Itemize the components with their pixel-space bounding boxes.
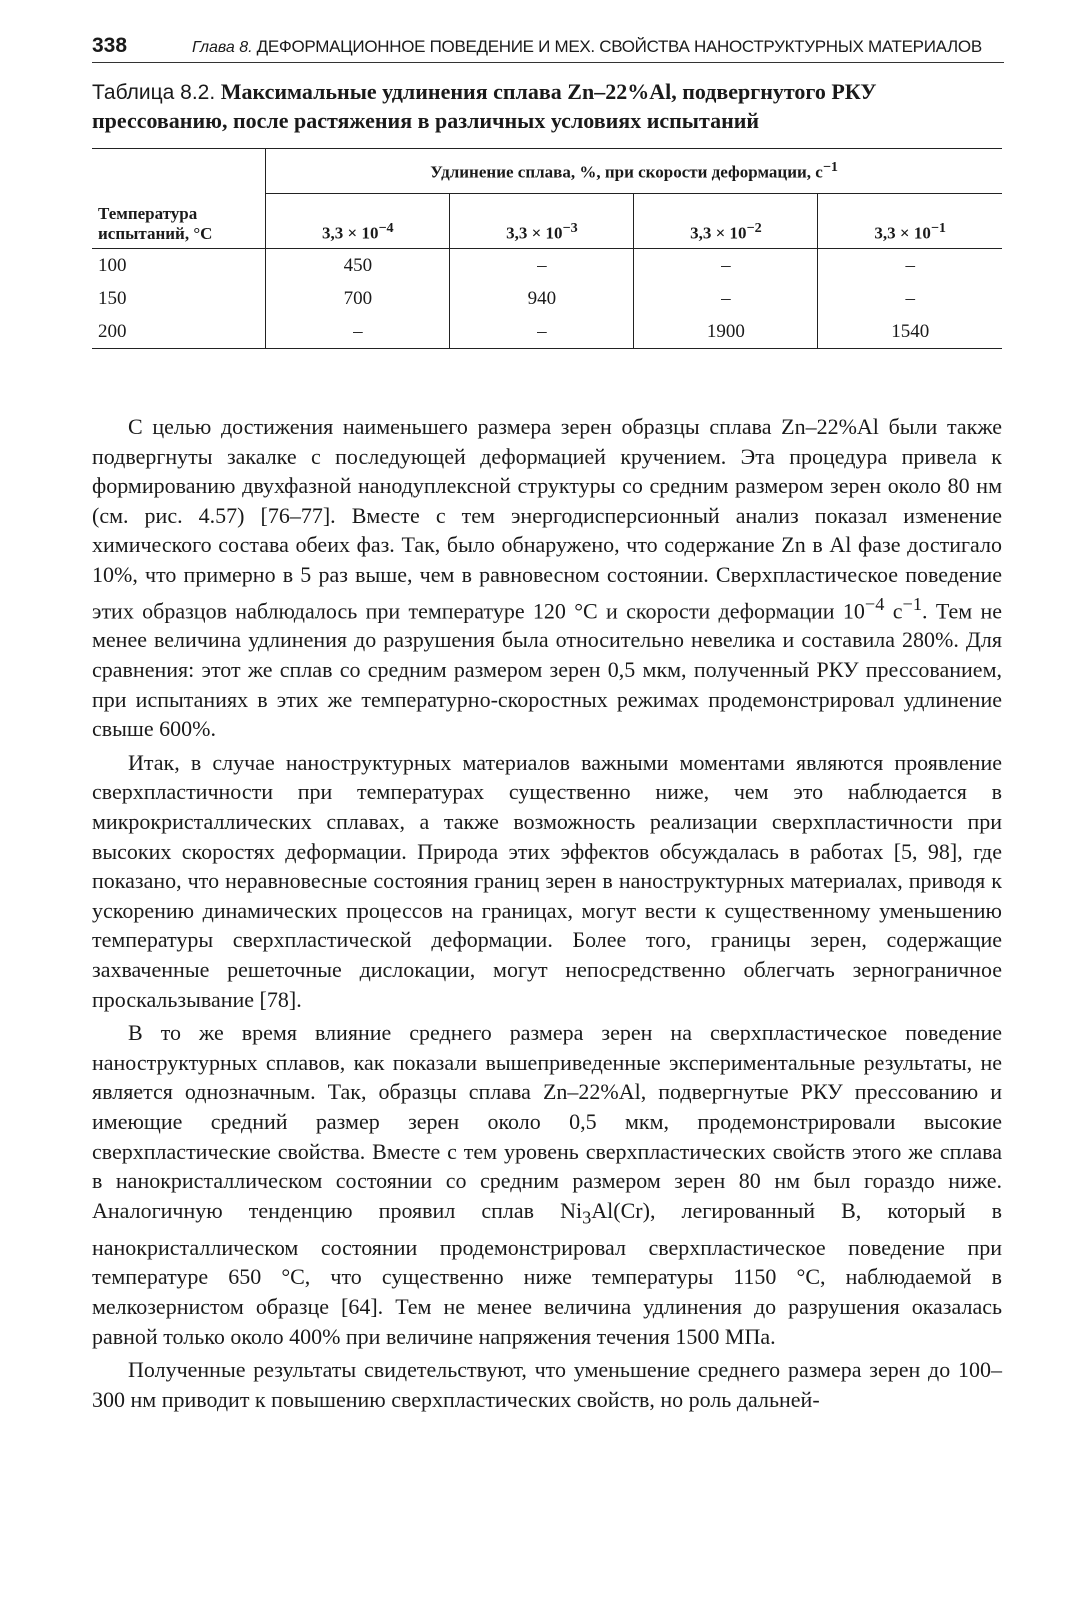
- table-cell: –: [818, 282, 1002, 315]
- rate-header: [634, 194, 818, 249]
- paragraph: [92, 1018, 1002, 1351]
- table-label: Таблица 8.2.: [92, 81, 216, 104]
- cell-temperature: 100: [92, 249, 266, 283]
- superscript: −1: [902, 593, 923, 614]
- rate-base: 3,3 × 10: [322, 224, 379, 243]
- rate-exp: −2: [746, 220, 762, 237]
- table-cell: –: [634, 249, 818, 283]
- rate-base: 3,3 × 10: [506, 224, 563, 243]
- table-cell: –: [634, 282, 818, 315]
- rate-exp: −4: [378, 220, 394, 237]
- paragraph: [92, 412, 1002, 744]
- rate-base: 3,3 × 10: [874, 224, 931, 243]
- group-header-sup: −1: [822, 159, 839, 176]
- cell-temperature: 150: [92, 282, 266, 315]
- superscript: −4: [864, 593, 885, 614]
- table-caption: [92, 78, 1004, 135]
- rate-exp: −3: [562, 220, 578, 237]
- table-title: Максимальные удлинения сплава Zn–22%Al, подвергнутого РКУ прессованию, после растяжения в различных условиях испытаний: [92, 79, 877, 133]
- paragraph: Итак, в случае наноструктурных материалов важными моментами являются проявление сверхпластичности при температурах существенно ниже, чем это наблюдается в микрокристаллических сплавах, а также возможность реализации сверхпластичности при высоких скоростях деформации. Природа этих эффектов обсуждалась в работах [5, 98], где показано, что неравновесные состояния границ зерен в наноструктурных материалах, приводя к ускорению динамических процессов на границах, могут вести к существенному уменьшению температуры сверхпластической деформации. Более того, границы зерен, содержащие захваченные решеточные дислокации, могут непосредственно облегчать зернограничное проскальзывание [78].: [92, 749, 1002, 1012]
- rate-header: [450, 194, 634, 249]
- chapter-title: ДЕФОРМАЦИОННОЕ ПОВЕДЕНИЕ И МЕХ. СВОЙСТВА НАНОСТРУКТУРНЫХ МАТЕРИАЛОВ: [256, 37, 982, 56]
- page-number: 338: [92, 34, 128, 57]
- paragraph-text: Al(Cr), легированный B, который в нанокристаллическом состоянии продемонстрировал сверхпластическое поведение при температуре 650 °С, что существенно ниже температуры 1150 °С, наблюдаемой в мелкозернистом образце [64]. Тем не менее величина удлинения до разрушения оказалась равной только около 400% при величине напряжения течения 1500 МПа.: [92, 1197, 1002, 1349]
- cell-temperature: 200: [92, 315, 266, 349]
- elongation-table: [92, 148, 1002, 349]
- rate-exp: −1: [930, 220, 946, 237]
- rate-base: 3,3 × 10: [690, 224, 747, 243]
- table-cell: –: [450, 249, 634, 283]
- running-header: [92, 34, 1004, 64]
- paragraph-text: . Тем не менее величина удлинения до разрушения была относительно невелика и составила 280%. Для сравнения: этот же сплав со средним размером зерен 0,5 мкм, полученный РКУ прессованием, при испытаниях в этих же температурно-скоростных режимах продемонстрировал удлинение свыше 600%.: [92, 597, 1003, 742]
- table-cell: –: [450, 315, 634, 349]
- group-header: [266, 149, 1002, 194]
- chapter-label: Глава 8.: [192, 39, 253, 56]
- table-cell: –: [266, 315, 450, 349]
- rate-header: [818, 194, 1002, 249]
- table-row: [92, 282, 1002, 315]
- subscript: 3: [582, 1207, 592, 1228]
- body-text: [92, 412, 1002, 1418]
- paragraph: Полученные результаты свидетельствуют, что уменьшение среднего размера зерен до 100–300 нм приводит к повышению сверхпластических свойств, но роль дальней-: [92, 1357, 1002, 1412]
- header-rule: [92, 62, 1004, 63]
- paragraph-text: С целью достижения наименьшего размера зерен образцы сплава Zn–22%Al были также подвергнуты закалке с последующей деформацией кручением. Эта процедура привела к формированию двухфазной нанодуплексной структуры со средним размером зерен около 80 нм (см. рис. 4.57) [76–77]. Вместе с тем энергодисперсионный анализ показал изменение химического состава обеих фаз. Так, было обнаружено, что содержание Zn в Al фазе достигало 10%, что примерно в 5 раз выше, чем в равновесном состоянии. Сверхпластическое поведение этих образцов наблюдалось при температуре 120 °С и скорости деформации 10: [92, 414, 1002, 623]
- row-header-temperature: Температура испытаний, °С: [92, 149, 266, 249]
- table-cell: 450: [343, 254, 373, 276]
- table-cell: 940: [450, 282, 634, 315]
- table-row: [92, 249, 1002, 283]
- group-header-text: Удлинение сплава, %, при скорости деформации, с: [430, 162, 823, 182]
- table-cell: –: [818, 249, 1002, 283]
- table-cell: 700: [343, 287, 373, 309]
- paragraph-text: В то же время влияние среднего размера зерен на сверхпластическое поведение наноструктурных сплавов, как показали вышеприведенные экспериментальные результаты, не является однозначным. Так, образцы сплава Zn–22%Al, подвергнутые РКУ прессованию и имеющие средний размер зерен около 0,5 мкм, продемонстрировали высокие сверхпластические свойства. Вместе с тем уровень сверхпластических свойств этого же сплава в нанокристаллическом состоянии со средним размером зерен 80 нм был гораздо ниже. Аналогичную тенденцию проявил сплав Ni: [92, 1020, 1002, 1223]
- paragraph-text: с: [884, 597, 903, 623]
- table-cell: 1900: [634, 315, 818, 349]
- table-cell: 1540: [818, 315, 1002, 349]
- rate-header: [266, 194, 450, 249]
- table-row: [92, 315, 1002, 349]
